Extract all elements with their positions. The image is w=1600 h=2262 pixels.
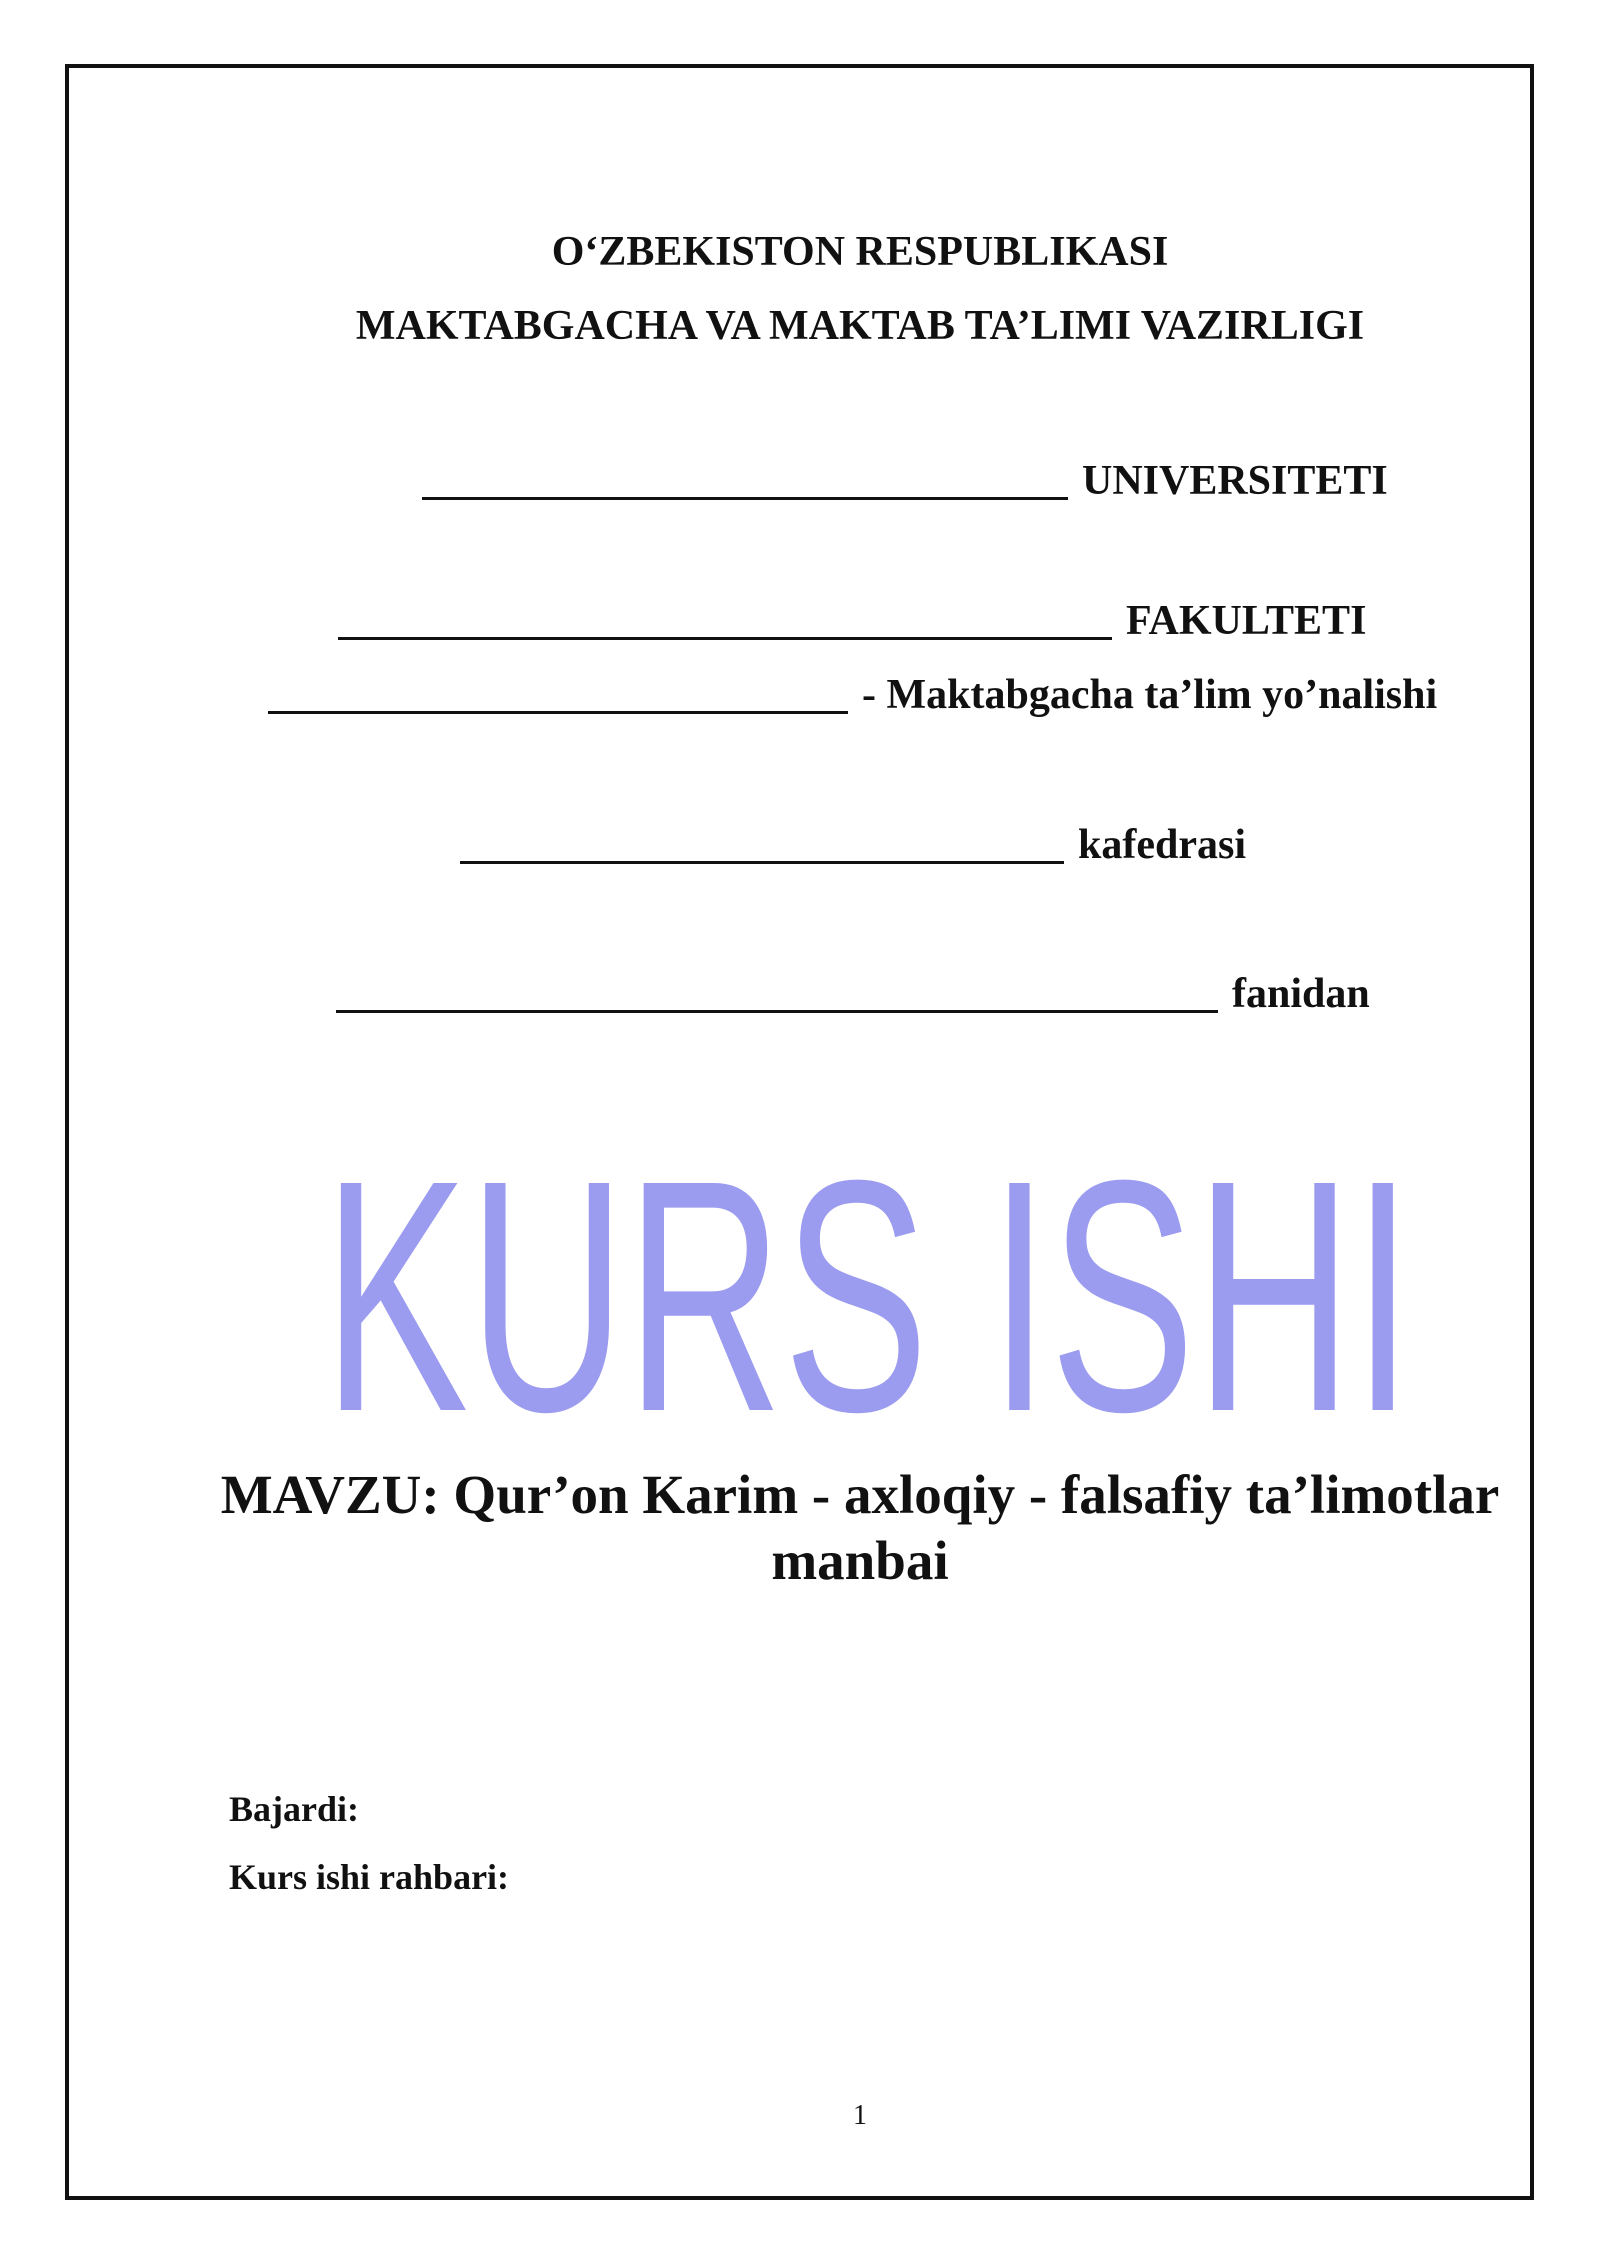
kurs-ishi-title: KURS ISHI [323,1111,1413,1440]
header-country: O‘ZBEKISTON RESPUBLIKASI [551,229,1169,275]
topic-line2: manbai [771,1530,949,1591]
page-number: 1 [853,2100,867,2131]
department-blank[interactable] [460,823,1064,864]
subject-line [336,966,1370,1018]
direction-label: - Maktabgacha ta’lim yo’nalishi [862,672,1438,718]
faculty-line [338,593,1366,645]
subject-blank[interactable] [336,972,1218,1013]
university-line [422,453,1388,505]
direction-blank[interactable] [268,673,848,714]
topic [200,1462,1520,1594]
university-label: UNIVERSITETI [1082,458,1388,504]
header-ministry: MAKTABGACHA VA MAKTAB TA’LIMI VAZIRLIGI [355,303,1365,349]
direction-line [268,667,1437,719]
department-label: kafedrasi [1078,822,1246,868]
faculty-blank[interactable] [338,599,1112,640]
department-line [460,817,1246,869]
university-blank[interactable] [422,459,1068,500]
kurs-ishi-wordart [318,1080,1418,1440]
faculty-label: FAKULTETI [1126,598,1367,644]
performed-by-label: Bajardi: [229,1789,359,1829]
subject-label: fanidan [1232,971,1370,1017]
supervisor-label: Kurs ishi rahbari: [229,1857,510,1897]
topic-line1: MAVZU: Qur’on Karim - axloqiy - falsafiy ta’limotlar [220,1464,1500,1525]
